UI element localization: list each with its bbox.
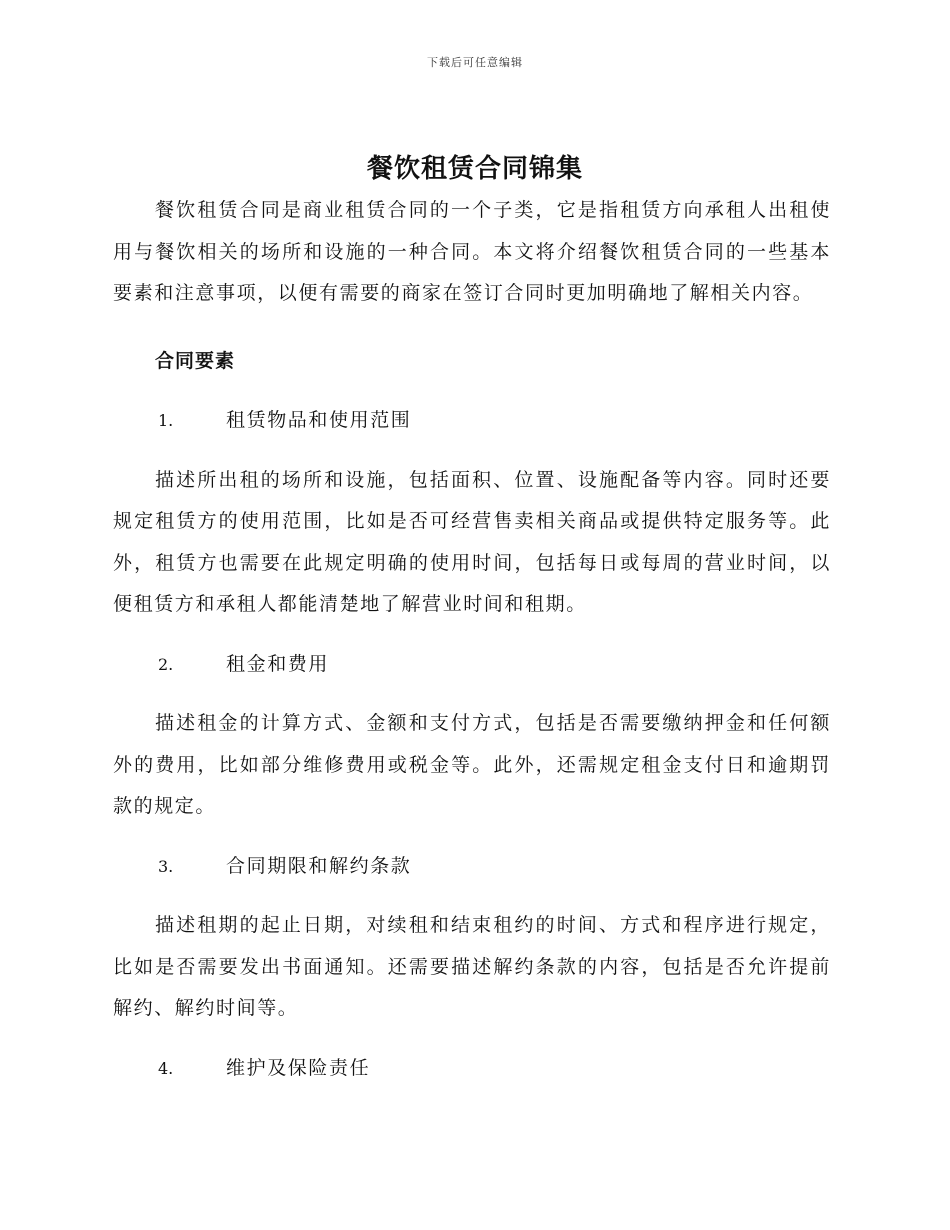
page-header-note: 下载后可任意编辑 (427, 56, 523, 69)
document-title: 餐饮租赁合同锦集 (366, 154, 583, 184)
list-item (113, 644, 831, 686)
section-heading: 合同要素 (155, 349, 236, 372)
item-paragraph: 描述所出租的场所和设施，包括面积、位置、设施配备等内容。同时还要规定租赁方的使用范围，比如是否可经营售卖相关商品或提供特定服务等。此外，租赁方也需要在此规定明确的使用时间，包括每日或每周的营业时间，以便租赁方和承租人都能清楚地了解营业时间和租期。 (113, 468, 831, 615)
intro-paragraph: 餐饮租赁合同是商业租赁合同的一个子类，它是指租赁方向承租人出租使用与餐饮相关的场所和设施的一种合同。本文将介绍餐饮租赁合同的一些基本要素和注意事项，以便有需要的商家在签订合同时更加明确地了解相关内容。 (113, 199, 831, 304)
list-item (113, 846, 831, 888)
list-item-label: 租赁物品和使用范围 (226, 409, 412, 431)
list-item (113, 1048, 831, 1090)
list-item-number: 1. (158, 411, 174, 430)
item-paragraph: 描述租金的计算方式、金额和支付方式，包括是否需要缴纳押金和任何额外的费用，比如部分维修费用或税金等。此外，还需规定租金支付日和逾期罚款的规定。 (113, 712, 831, 817)
list-item-number: 3. (158, 856, 174, 876)
item-paragraph: 描述租期的起止日期，对续租和结束租约的时间、方式和程序进行规定，比如是否需要发出书面通知。还需要描述解约条款的内容，包括是否允许提前解约、解约时间等。 (113, 914, 831, 1019)
list-item-label: 合同期限和解约条款 (226, 854, 412, 877)
list-item-label: 租金和费用 (226, 652, 330, 675)
list-item (113, 400, 831, 442)
list-item-number: 4. (158, 1058, 174, 1078)
list-item-number: 2. (158, 654, 174, 674)
document-body (113, 190, 831, 1089)
list-item-label: 维护及保险责任 (226, 1056, 371, 1079)
